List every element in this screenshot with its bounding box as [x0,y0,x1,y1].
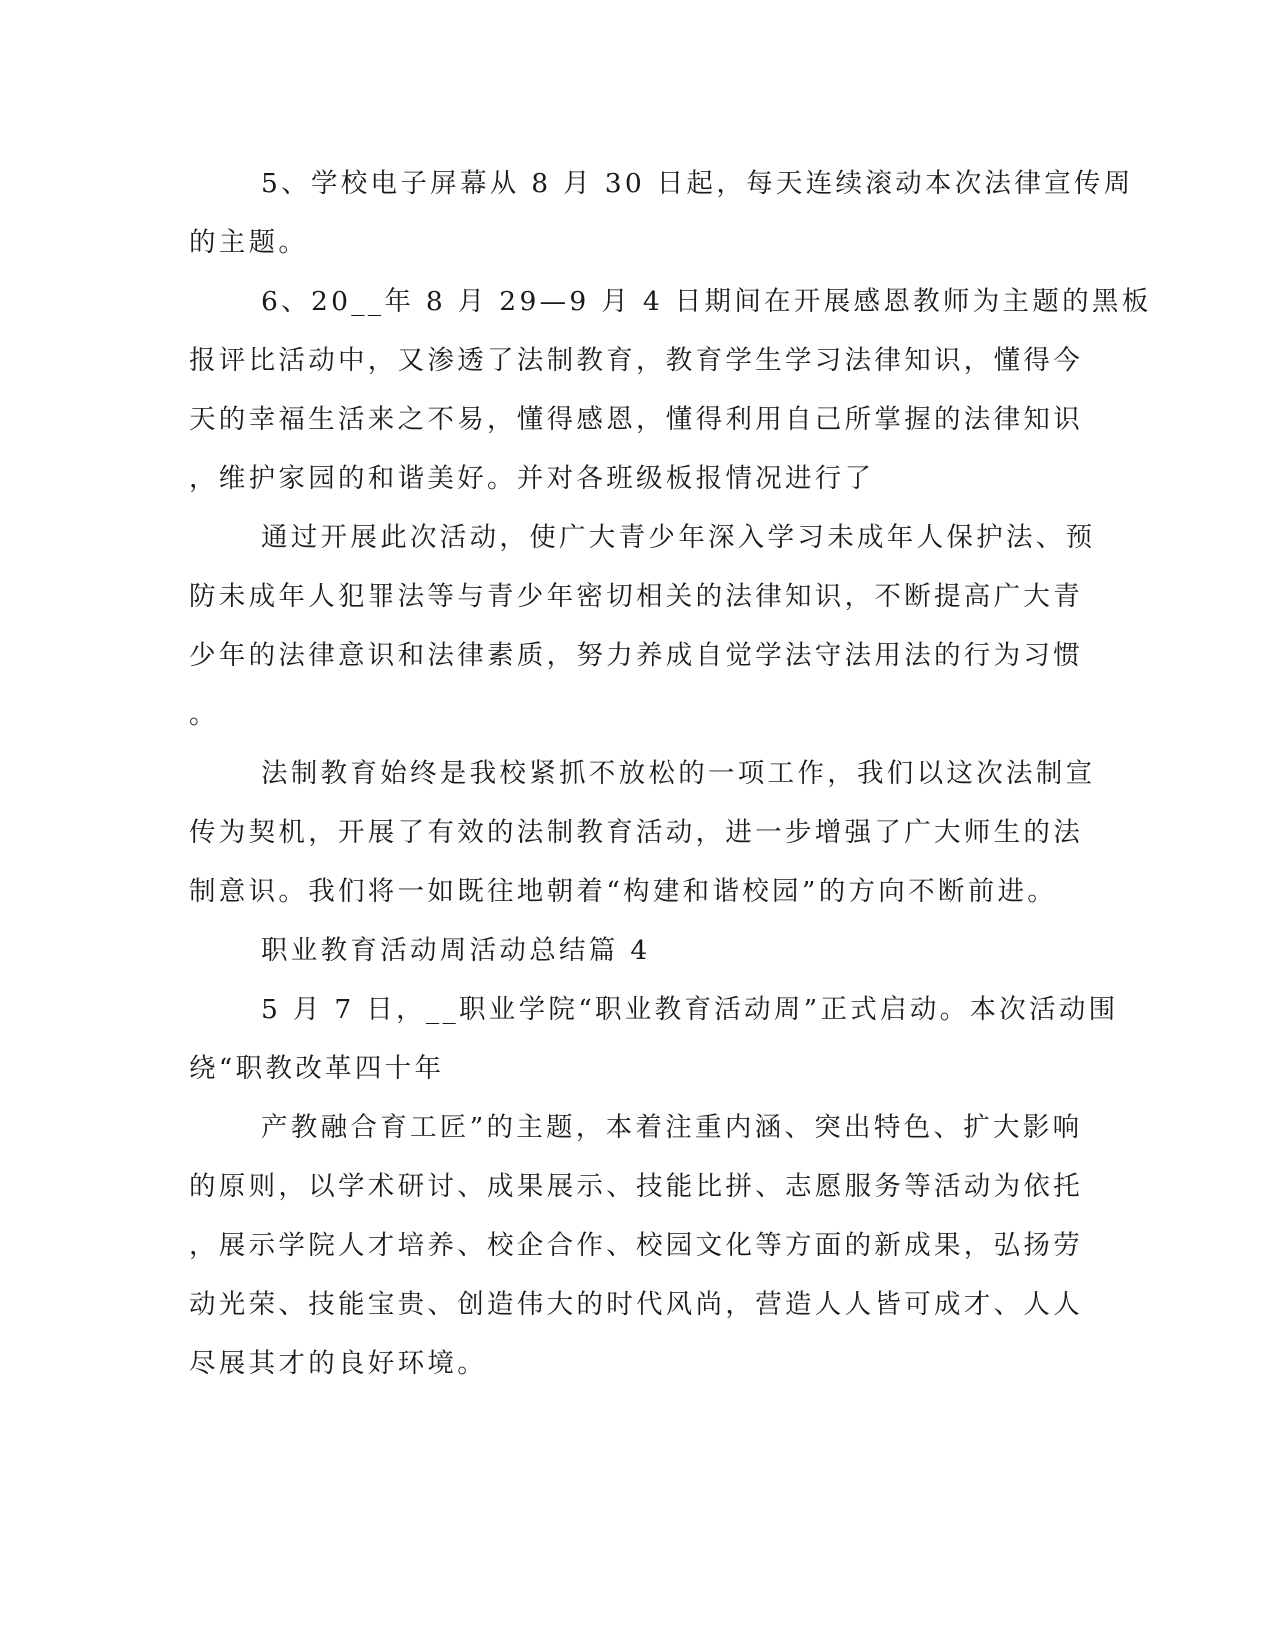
text-line: 制意识。我们将一如既往地朝着“构建和谐校园”的方向不断前进。 [189,876,1058,907]
text-line: 绕“职教改革四十年 [189,1053,445,1084]
text-line: 。 [189,699,219,730]
paragraph-legal-education [189,744,1096,921]
paragraph-activity-outcome [189,508,1096,744]
text-line: 尽展其才的良好环境。 [189,1348,487,1379]
text-line: 报评比活动中，又渗透了法制教育，教育学生学习法律知识，懂得今 [189,345,1083,376]
text-line: 产教融合育工匠”的主题，本着注重内涵、突出特色、扩大影响 [261,1112,1083,1143]
text-line: 动光荣、技能宝贵、创造伟大的时代风尚，营造人人皆可成才、人人 [189,1289,1083,1320]
text-line: 天的幸福生活来之不易，懂得感恩，懂得利用自己所掌握的法律知识 [189,404,1083,435]
paragraph-blackboard-contest [189,272,1152,508]
text-line: 传为契机，开展了有效的法制教育活动，进一步增强了广大师生的法 [189,817,1083,848]
text-line: 防未成年人犯罪法等与青少年密切相关的法律知识，不断提高广大青 [189,581,1083,612]
text-line: 6、20__年 8 月 29—9 月 4 日期间在开展感恩教师为主题的黑板 [261,286,1152,317]
text-line: 的主题。 [189,227,309,258]
text-line: ，维护家园的和谐美好。并对各班级板报情况进行了 [189,463,875,494]
section-title: 职业教育活动周活动总结篇 4 [261,935,651,966]
text-line: 法制教育始终是我校紧抓不放松的一项工作，我们以这次法制宣 [261,758,1096,789]
paragraph-week-launch [189,980,1119,1098]
text-line: 5、学校电子屏幕从 8 月 30 日起，每天连续滚动本次法律宣传周 [261,168,1134,199]
text-line: 的原则，以学术研讨、成果展示、技能比拼、志愿服务等活动为依托 [189,1171,1083,1202]
paragraph-screen-theme [189,154,1134,272]
text-line: 通过开展此次活动，使广大青少年深入学习未成年人保护法、预 [261,522,1096,553]
paragraph-week-theme [189,1098,1083,1393]
text-line: 5 月 7 日，__职业学院“职业教育活动周”正式启动。本次活动围 [261,994,1119,1025]
text-line: 少年的法律意识和法律素质，努力养成自觉学法守法用法的行为习惯 [189,640,1083,671]
section-heading [189,921,1069,980]
text-line: ，展示学院人才培养、校企合作、校园文化等方面的新成果，弘扬劳 [189,1230,1083,1261]
document-body [189,154,1152,1393]
